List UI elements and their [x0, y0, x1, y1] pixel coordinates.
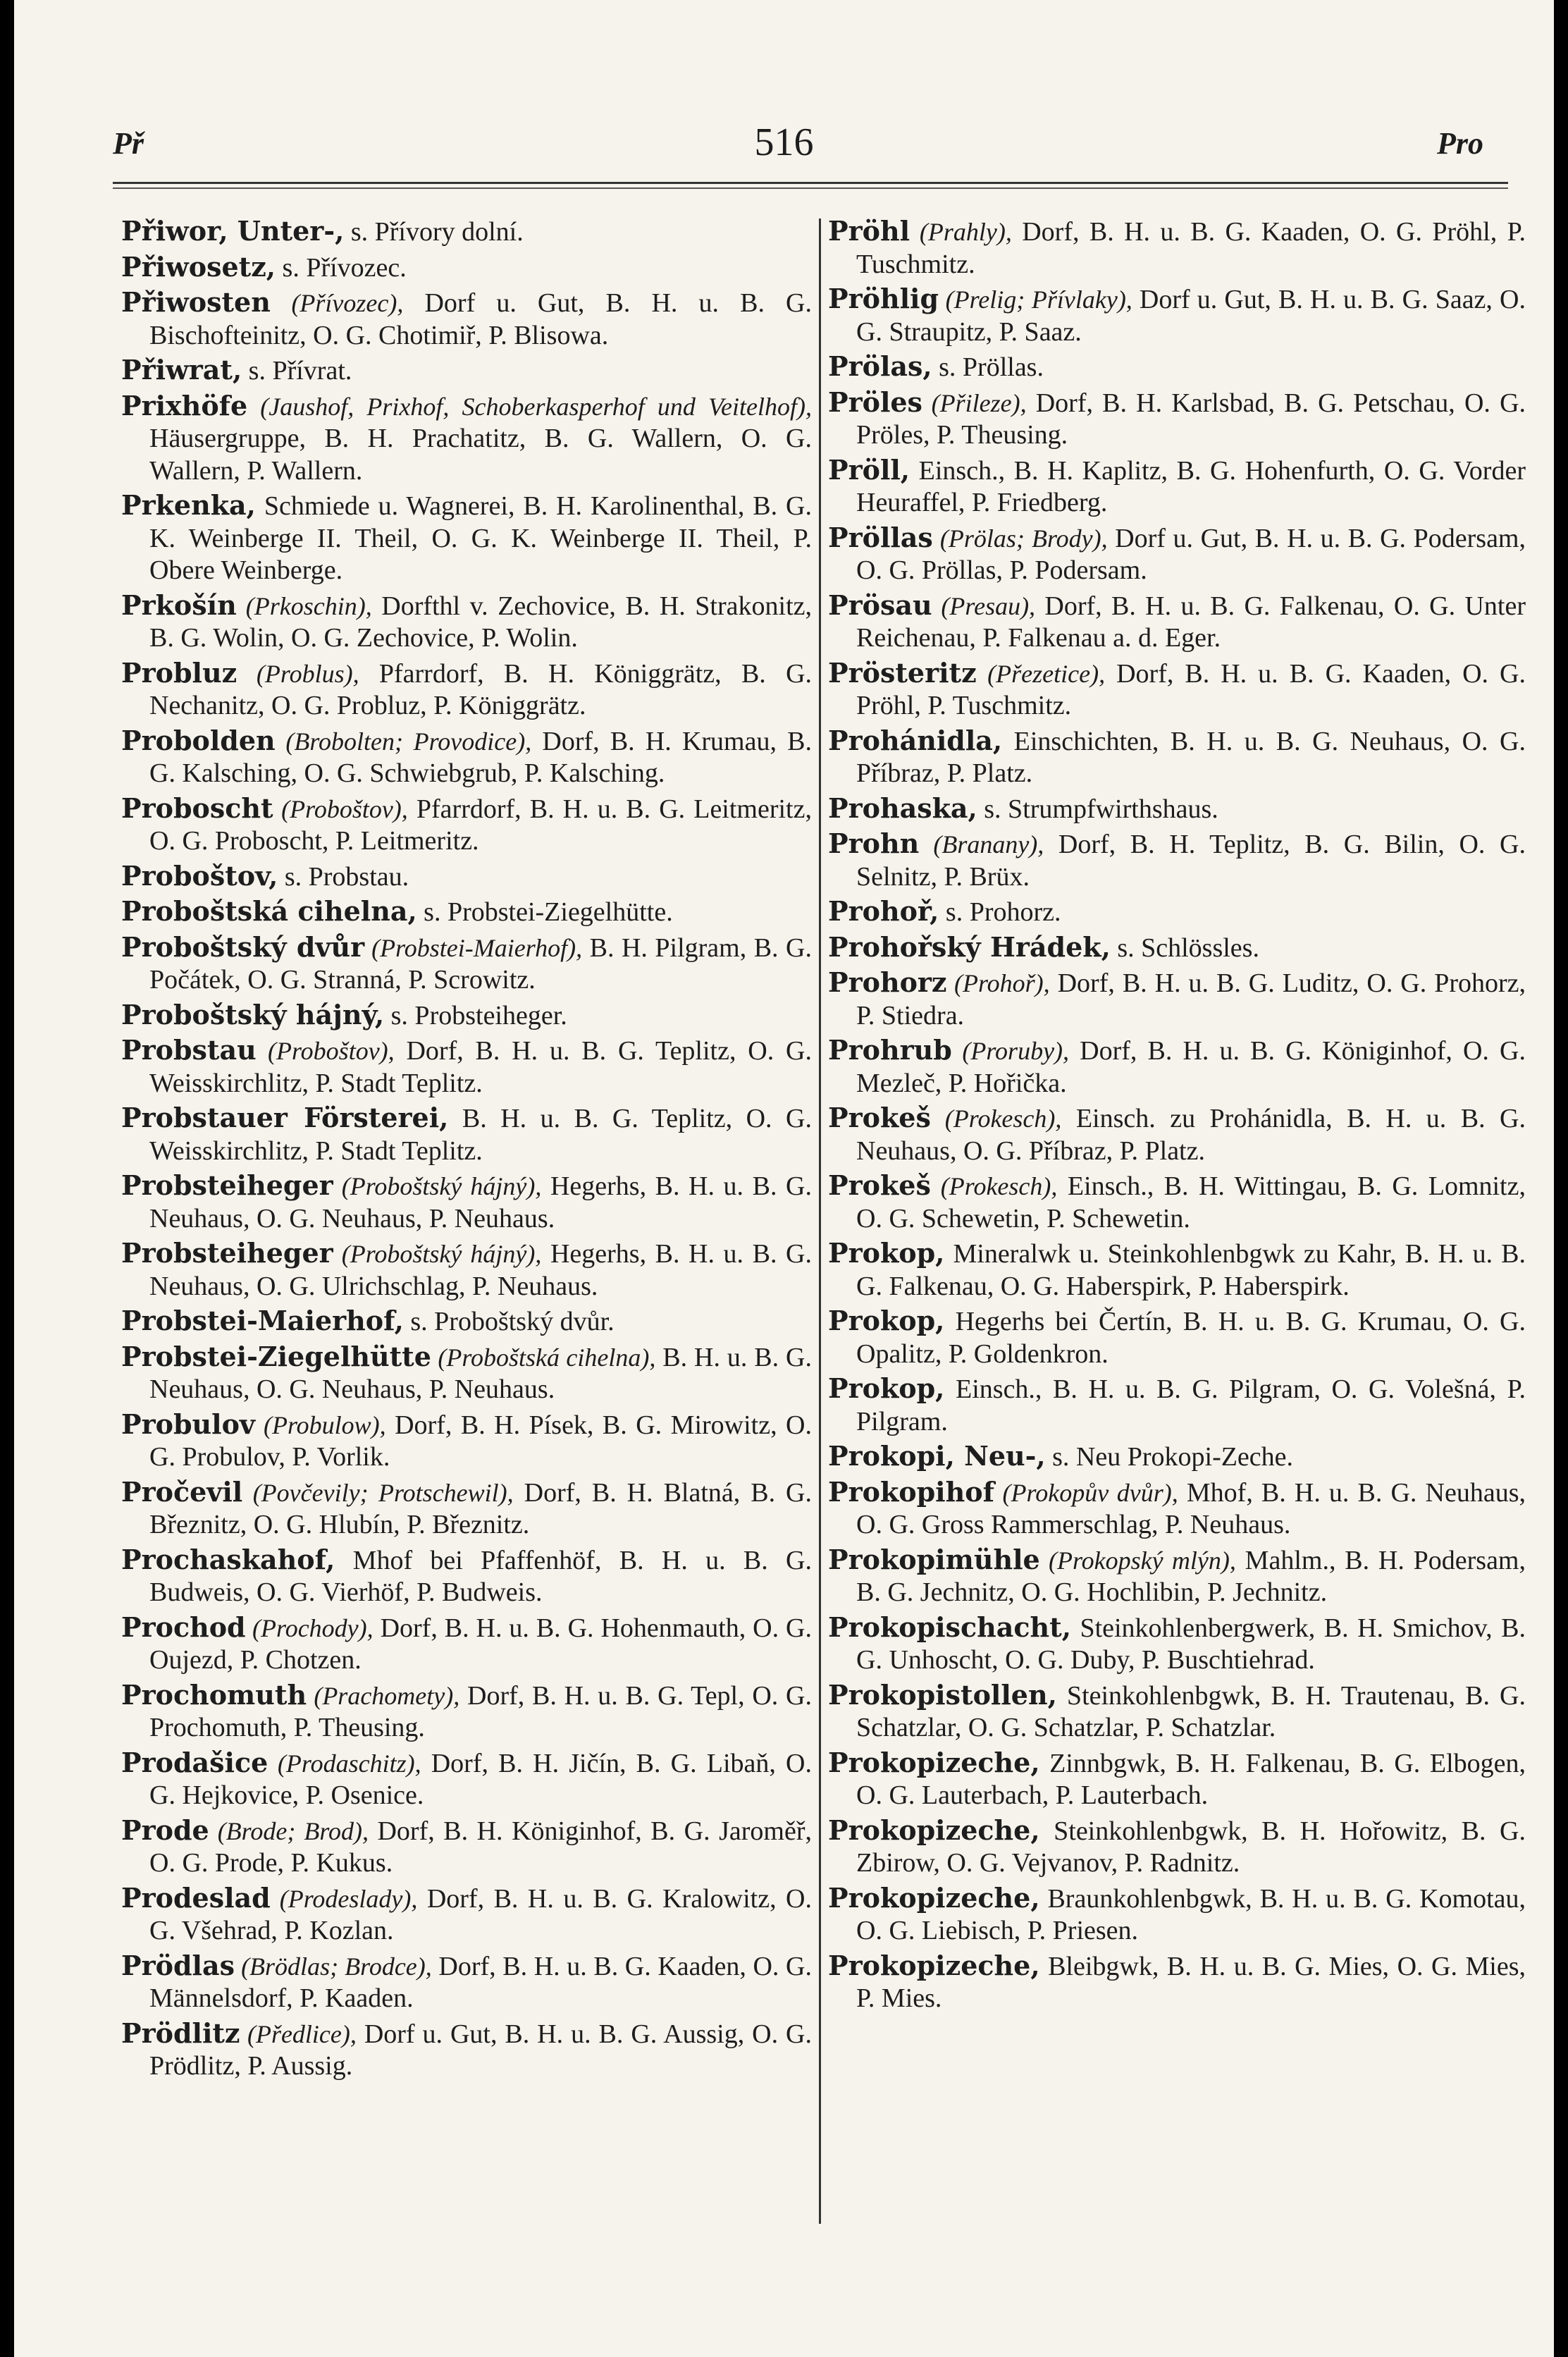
alt-names: (Prohoř),	[946, 969, 1050, 997]
entry-text: Steinkohlenbgwk, B. H. Trautenau, B. G. Schatzlar, O. G. Schatzlar, P. Schatzlar.	[856, 1680, 1526, 1742]
headword: Probоscht	[121, 792, 273, 824]
entry-text: Einsch., B. H. Kaplitz, B. G. Hohenfurth, O. G. Vorder Heuraffel, P. Friedberg.	[856, 455, 1526, 517]
gazetteer-entry	[121, 725, 812, 790]
alt-names: (Prokesch),	[930, 1172, 1058, 1200]
headword: Prödlitz	[121, 2017, 240, 2049]
alt-names: (Branany),	[919, 830, 1044, 859]
headword: Probstei-Maierhof,	[121, 1305, 404, 1336]
alt-names: (Prokopův dvůr),	[994, 1478, 1178, 1507]
gazetteer-entry	[121, 1476, 812, 1541]
gazetteer-entry	[121, 1237, 812, 1303]
gazetteer-entry	[121, 489, 812, 587]
headword: Prochomuth	[121, 1678, 307, 1711]
gazetteer-entry	[828, 1169, 1526, 1235]
gazetteer-entry	[121, 390, 812, 488]
entry-text: B. H. u. B. G. Teplitz, O. G. Weisskirchlitz, P. Stadt Teplitz.	[149, 1104, 812, 1166]
entry-text: s. Schlössles.	[1110, 933, 1259, 963]
headword: Pröhl	[828, 215, 910, 247]
headword: Prokeš	[828, 1169, 931, 1201]
entry-text: Schmiede u. Wagnerei, B. H. Karolinenthal, B. G. K. Weinberge II. Theil, O. G. K. Weinberge II. Theil, P. Obere Weinberge.	[149, 491, 812, 585]
headword: Prohrub	[828, 1034, 952, 1066]
headword: Prokopizeche,	[828, 1814, 1040, 1846]
headword: Prokopimühle	[828, 1543, 1040, 1575]
headword: Proboštov,	[121, 859, 278, 892]
gazetteer-entry	[828, 725, 1526, 790]
entry-text: s. Strumpfwirthshaus.	[977, 794, 1218, 824]
gazetteer-entry	[121, 1102, 812, 1167]
alt-names: (Brode; Brod),	[209, 1816, 369, 1845]
entry-text: Dorf u. Gut, B. H. u. B. G. Bischofteinitz, O. G. Chotimiř, P. Blisowa.	[149, 288, 812, 350]
gazetteer-entry	[828, 1102, 1526, 1167]
gazetteer-entry	[828, 1950, 1526, 2015]
headword: Pröhlig	[828, 283, 939, 314]
headword: Prokopizeche,	[828, 1949, 1040, 1981]
alt-names: (Presau),	[932, 591, 1036, 620]
entry-text: Einschichten, B. H. u. B. G. Neuhaus, O. G. Příbraz, P. Platz.	[856, 726, 1526, 788]
headword: Prösau	[828, 589, 932, 621]
headword: Prixhöfe	[121, 389, 248, 421]
gazetteer-entry	[828, 1305, 1526, 1370]
headword: Prodeslad	[121, 1881, 271, 1914]
headword: Prokop,	[828, 1372, 945, 1404]
entry-text: Dorf, B. H. u. B. G. Kralowitz, O. G. Všehrad, P. Kozlan.	[149, 1883, 813, 1945]
gazetteer-entry	[828, 386, 1526, 452]
headword: Prokop,	[828, 1305, 945, 1336]
headword: Prochaskahof,	[121, 1543, 335, 1575]
alt-names: (Prachomety),	[307, 1681, 460, 1710]
gazetteer-entry	[121, 1950, 812, 2015]
alt-names: (Prochody),	[245, 1613, 374, 1642]
gazetteer-entry	[828, 1882, 1526, 1947]
alt-names: (Brödlas; Brodce),	[234, 1952, 432, 1981]
headword: Prochod	[121, 1611, 246, 1643]
headword: Prohaska,	[828, 792, 977, 824]
gazetteer-entry	[828, 657, 1526, 722]
gazetteer-entry	[121, 1408, 812, 1474]
headword: Prohn	[828, 827, 920, 859]
gazetteer-entry	[828, 350, 1526, 384]
headword: Prokopi, Neu-,	[828, 1440, 1046, 1472]
headword: Probstauer Försterei,	[121, 1102, 449, 1133]
entry-text: Hegerhs, B. H. u. B. G. Neuhaus, O. G. Neuhaus, P. Neuhaus.	[149, 1171, 812, 1233]
gazetteer-entry	[828, 895, 1526, 929]
gazetteer-entry	[121, 1341, 812, 1406]
alt-names: (Proboštská cihelna),	[431, 1343, 656, 1372]
entry-text: s. Probsteiheger.	[384, 1000, 567, 1030]
entry-text: B. H. u. B. G. Neuhaus, O. G. Neuhaus, P. Neuhaus.	[149, 1342, 813, 1404]
headword: Pročevil	[121, 1475, 243, 1508]
alt-names: (Proboštský hájný),	[333, 1240, 542, 1268]
entry-text: s. Přívozec.	[276, 252, 407, 283]
headword: Přiwrat,	[121, 354, 242, 386]
gazetteer-entry	[828, 1237, 1526, 1303]
entry-text: Dorf, B. H. Krumau, B. G. Kalsching, O. G. Schwiebgrub, P. Kalsching.	[149, 726, 812, 788]
gazetteer-entry	[121, 931, 812, 997]
gazetteer-entry	[828, 1814, 1526, 1880]
entry-text: Hegerhs, B. H. u. B. G. Neuhaus, O. G. Ulrichschlag, P. Neuhaus.	[149, 1239, 812, 1301]
entry-text: s. Probstau.	[278, 861, 409, 892]
header-left-catchword: Př	[113, 126, 144, 161]
header-right-catchword: Pro	[1437, 126, 1483, 161]
entry-text: s. Pröllas.	[932, 352, 1044, 382]
headword: Přiwor, Unter-,	[121, 215, 345, 247]
alt-names: (Přileze),	[922, 388, 1027, 417]
gazetteer-entry	[121, 1747, 812, 1812]
alt-names: (Probulow),	[255, 1410, 386, 1439]
gazetteer-entry	[828, 1372, 1526, 1438]
gazetteer-entry	[121, 1034, 812, 1100]
entry-text: Steinkohlenbergwerk, B. H. Smichov, B. G. Unhoscht, O. G. Duby, P. Buschtiehrad.	[856, 1613, 1526, 1675]
entry-text: Dorf, B. H. u. B. G. Kaaden, O. G. Männelsdorf, P. Kaaden.	[149, 1951, 812, 2013]
headword: Prölas,	[828, 350, 932, 382]
gazetteer-entry	[828, 1034, 1526, 1100]
headword: Proboštský dvůr	[121, 930, 365, 963]
alt-names: (Proboštov),	[273, 794, 408, 823]
headword: Prohořský Hrádek,	[828, 930, 1111, 963]
headword: Proboštský hájný,	[121, 998, 385, 1030]
entry-text: Einsch., B. H. u. B. G. Pilgram, O. G. Volešná, P. Pilgram.	[856, 1374, 1526, 1436]
entry-text: s. Přívrat.	[242, 356, 352, 386]
entry-text: s. Probstei-Ziegelhütte.	[416, 897, 673, 927]
entry-text: Dorf, B. H. u. B. G. Luditz, O. G. Prohorz, P. Stiedra.	[856, 968, 1526, 1030]
header-rule-top	[113, 182, 1508, 184]
alt-names: (Povčevily; Protschewil),	[242, 1478, 514, 1507]
headword: Probluz	[121, 656, 237, 689]
headword: Probstau	[121, 1034, 257, 1066]
entry-text: Dorf, B. H. Písek, B. G. Mirowitz, O. G. Probulov, P. Vorlik.	[149, 1410, 812, 1472]
gazetteer-entry	[121, 1544, 812, 1609]
entry-text: Dorf, B. H. u. B. G. Kaaden, O. G. Pröhl, P. Tuschmitz.	[856, 217, 1526, 279]
gazetteer-entry	[828, 1747, 1526, 1812]
header-rule-bottom	[113, 187, 1508, 189]
entry-text: Mhof bei Pfaffenhöf, B. H. u. B. G. Budweis, O. G. Vierhöf, P. Budweis.	[149, 1545, 812, 1607]
entry-text: Dorf, B. H. u. B. G. Teplitz, O. G. Weisskirchlitz, P. Stadt Teplitz.	[149, 1036, 812, 1098]
entry-text: Dorf, B. H. u. B. G. Kaaden, O. G. Pröhl, P. Tuschmitz.	[856, 658, 1526, 720]
entry-text: Mineralwk u. Steinkohlenbgwk zu Kahr, B. H. u. B. G. Falkenau, O. G. Haberspirk, P. Haberspirk.	[856, 1239, 1526, 1301]
alt-names: (Problus),	[237, 659, 359, 688]
gazetteer-entry	[121, 895, 812, 929]
alt-names: (Prokesch),	[930, 1104, 1062, 1133]
gazetteer-entry	[121, 215, 812, 249]
headword: Prokopischacht,	[828, 1611, 1071, 1643]
headword: Prkošín	[121, 589, 237, 621]
gazetteer-entry	[828, 1440, 1526, 1474]
gazetteer-entry	[121, 2017, 812, 2083]
alt-names: (Prahly),	[910, 218, 1012, 246]
entry-text: s. Neu Prokopi-Zeche.	[1045, 1442, 1294, 1472]
column-divider	[819, 219, 821, 2224]
entry-text: Einsch., B. H. Wittingau, B. G. Lomnitz, O. G. Schewetin, P. Schewetin.	[856, 1171, 1526, 1233]
entry-text: Dorf, B. H. Jičín, B. G. Libaň, O. G. Hejkovice, P. Osenice.	[149, 1748, 812, 1810]
headword: Prokopizeche,	[828, 1881, 1040, 1914]
gazetteer-entry	[828, 522, 1526, 587]
gazetteer-entry	[121, 1305, 812, 1338]
entry-text: Pfarrdorf, B. H. Königgrätz, B. G. Nechanitz, O. G. Probluz, P. Königgrätz.	[149, 658, 813, 720]
gazetteer-entry	[828, 792, 1526, 826]
page-number: 516	[754, 121, 814, 164]
entry-text: Dorfthl v. Zechovice, B. H. Strakonitz, B. G. Wolin, O. G. Zechovice, P. Wolin.	[149, 591, 812, 653]
gazetteer-entry	[121, 1679, 812, 1744]
entry-text: s. Proboštský dvůr.	[403, 1307, 615, 1336]
alt-names: (Proboštský hájný),	[333, 1172, 542, 1200]
entry-text: Dorf, B. H. Teplitz, B. G. Bilin, O. G. Selnitz, P. Brüx.	[856, 830, 1526, 892]
gazetteer-entry	[121, 792, 812, 858]
alt-names: (Předlice),	[240, 2019, 357, 2048]
gazetteer-entry	[121, 286, 812, 352]
entry-text: Dorf, B. H. Blatná, B. G. Březnitz, O. G. Hlubín, P. Březnitz.	[149, 1477, 812, 1539]
headword: Prödlas	[121, 1949, 235, 1981]
gazetteer-entry	[121, 1882, 812, 1947]
gazetteer-entry	[828, 1679, 1526, 1744]
headword: Pröll,	[828, 453, 910, 486]
alt-names: (Prodeslady),	[270, 1884, 418, 1913]
headword: Probulov	[121, 1408, 255, 1440]
gazetteer-entry	[121, 999, 812, 1033]
entry-text: Pfarrdorf, B. H. u. B. G. Leitmeritz, O. G. Proboscht, P. Leitmeritz.	[149, 794, 812, 856]
entry-text: Bleibgwk, B. H. u. B. G. Mies, O. G. Mies, P. Mies.	[856, 1951, 1526, 2013]
entry-text: Zinnbgwk, B. H. Falkenau, B. G. Elbogen, O. G. Lauterbach, P. Lauterbach.	[856, 1748, 1526, 1810]
headword: Prokopihof	[828, 1475, 994, 1508]
alt-names: (Jaushof, Prixhof, Schoberkasperhof und Veitelhof),	[247, 392, 812, 421]
gazetteer-entry	[828, 827, 1526, 893]
alt-names: (Prkoschin),	[236, 591, 372, 620]
entry-text: Dorf u. Gut, B. H. u. B. G. Podersam, O. G. Pröllas, P. Podersam.	[856, 523, 1526, 585]
entry-text: Häusergruppe, B. H. Prachatitz, B. G. Wallern, O. G. Wallern, P. Wallern.	[149, 424, 812, 486]
alt-names: (Brobolten; Provodice),	[275, 727, 532, 756]
right-column	[828, 215, 1526, 2017]
headword: Proboštská cihelna,	[121, 895, 417, 927]
entry-text: B. H. Pilgram, B. G. Počátek, O. G. Stranná, P. Scrowitz.	[149, 933, 812, 995]
entry-text: s. Prohorz.	[939, 897, 1061, 927]
gazetteer-entry	[828, 589, 1526, 655]
entry-text: Hegerhs bei Čertín, B. H. u. B. G. Krumau, O. G. Opalitz, P. Goldenkron.	[856, 1307, 1526, 1369]
entry-text: Dorf, B. H. Königinhof, B. G. Jaroměř, O. G. Prode, P. Kukus.	[149, 1816, 812, 1878]
entry-text: Mhof, B. H. u. B. G. Neuhaus, O. G. Gross Rammerschlag, P. Neuhaus.	[856, 1477, 1526, 1539]
alt-names: (Přezetice),	[976, 659, 1106, 688]
entry-text: Mahlm., B. H. Podersam, B. G. Jechnitz, O. G. Hochlibin, P. Jechnitz.	[856, 1545, 1526, 1607]
gazetteer-entry	[121, 1611, 812, 1677]
alt-names: (Prölas; Brody),	[932, 524, 1108, 553]
headword: Prokeš	[828, 1102, 931, 1133]
headword: Prokopistollen,	[828, 1678, 1057, 1711]
gazetteer-entry	[828, 931, 1526, 965]
book-page	[14, 0, 1554, 2357]
headword: Prohánidla,	[828, 724, 1003, 756]
gazetteer-entry	[121, 251, 812, 285]
alt-names: (Přívozec),	[270, 289, 404, 317]
headword: Pröllas	[828, 521, 933, 553]
alt-names: (Proruby),	[951, 1037, 1070, 1065]
entry-text: Dorf, B. H. u. B. G. Tepl, O. G. Prochomuth, P. Theusing.	[149, 1680, 812, 1742]
left-column	[121, 215, 812, 2085]
headword: Prodašice	[121, 1746, 268, 1778]
page-header	[14, 120, 1554, 176]
entry-text: Dorf, B. H. u. B. G. Hohenmauth, O. G. Oujezd, P. Chotzen.	[149, 1613, 812, 1675]
headword: Probolden	[121, 724, 276, 756]
headword: Prösteritz	[828, 656, 977, 689]
gazetteer-entry	[121, 860, 812, 894]
gazetteer-entry	[828, 1476, 1526, 1541]
entry-text: Dorf u. Gut, B. H. u. B. G. Aussig, O. G. Prödlitz, P. Aussig.	[149, 2019, 812, 2081]
alt-names: (Prokopský mlýn),	[1039, 1546, 1236, 1575]
gazetteer-entry	[828, 966, 1526, 1032]
entry-text: Dorf u. Gut, B. H. u. B. G. Saaz, O. G. Straupitz, P. Saaz.	[856, 285, 1526, 347]
alt-names: (Proboštov),	[256, 1037, 395, 1065]
gazetteer-entry	[828, 283, 1526, 348]
headword: Prohoř,	[828, 895, 939, 927]
alt-names: (Prodaschitz),	[268, 1749, 421, 1778]
entry-text: Dorf, B. H. u. B. G. Königinhof, O. G. Mezleč, P. Hořička.	[856, 1036, 1526, 1098]
headword: Prokopizeche,	[828, 1746, 1040, 1778]
headword: Přiwosten	[121, 286, 271, 318]
alt-names: (Prelig; Přívlaky),	[939, 285, 1132, 314]
headword: Přiwosetz,	[121, 250, 276, 283]
entry-text: Steinkohlenbgwk, B. H. Hořowitz, B. G. Zbirow, O. G. Vejvanov, P. Radnitz.	[856, 1816, 1526, 1878]
headword: Probstei-Ziegelhütte	[121, 1340, 431, 1372]
headword: Probsteiheger	[121, 1169, 333, 1201]
entry-text: Dorf, B. H. u. B. G. Falkenau, O. G. Unter Reichenau, P. Falkenau a. d. Eger.	[856, 591, 1526, 653]
gazetteer-entry	[828, 1544, 1526, 1609]
headword: Prohorz	[828, 966, 947, 998]
gazetteer-entry	[121, 589, 812, 655]
alt-names: (Probstei-Maierhof),	[364, 933, 583, 962]
headword: Probsteiheger	[121, 1237, 333, 1269]
gazetteer-entry	[121, 1814, 812, 1880]
headword: Pröles	[828, 386, 922, 418]
gazetteer-entry	[121, 354, 812, 388]
gazetteer-entry	[121, 1169, 812, 1235]
headword: Prode	[121, 1814, 209, 1846]
entry-text: Dorf, B. H. Karlsbad, B. G. Petschau, O. G. Pröles, P. Theusing.	[856, 388, 1526, 450]
gazetteer-entry	[828, 215, 1526, 281]
entry-text: Einsch. zu Prohánidla, B. H. u. B. G. Neuhaus, O. G. Příbraz, P. Platz.	[856, 1104, 1526, 1166]
gazetteer-entry	[828, 1611, 1526, 1677]
headword: Prokop,	[828, 1237, 945, 1269]
gazetteer-entry	[121, 657, 812, 722]
gazetteer-entry	[828, 454, 1526, 519]
entry-text: Braunkohlenbgwk, B. H. u. B. G. Komotau, O. G. Liebisch, P. Priesen.	[856, 1883, 1526, 1945]
entry-text: s. Přívory dolní.	[344, 217, 524, 247]
headword: Prkenka,	[121, 489, 256, 521]
